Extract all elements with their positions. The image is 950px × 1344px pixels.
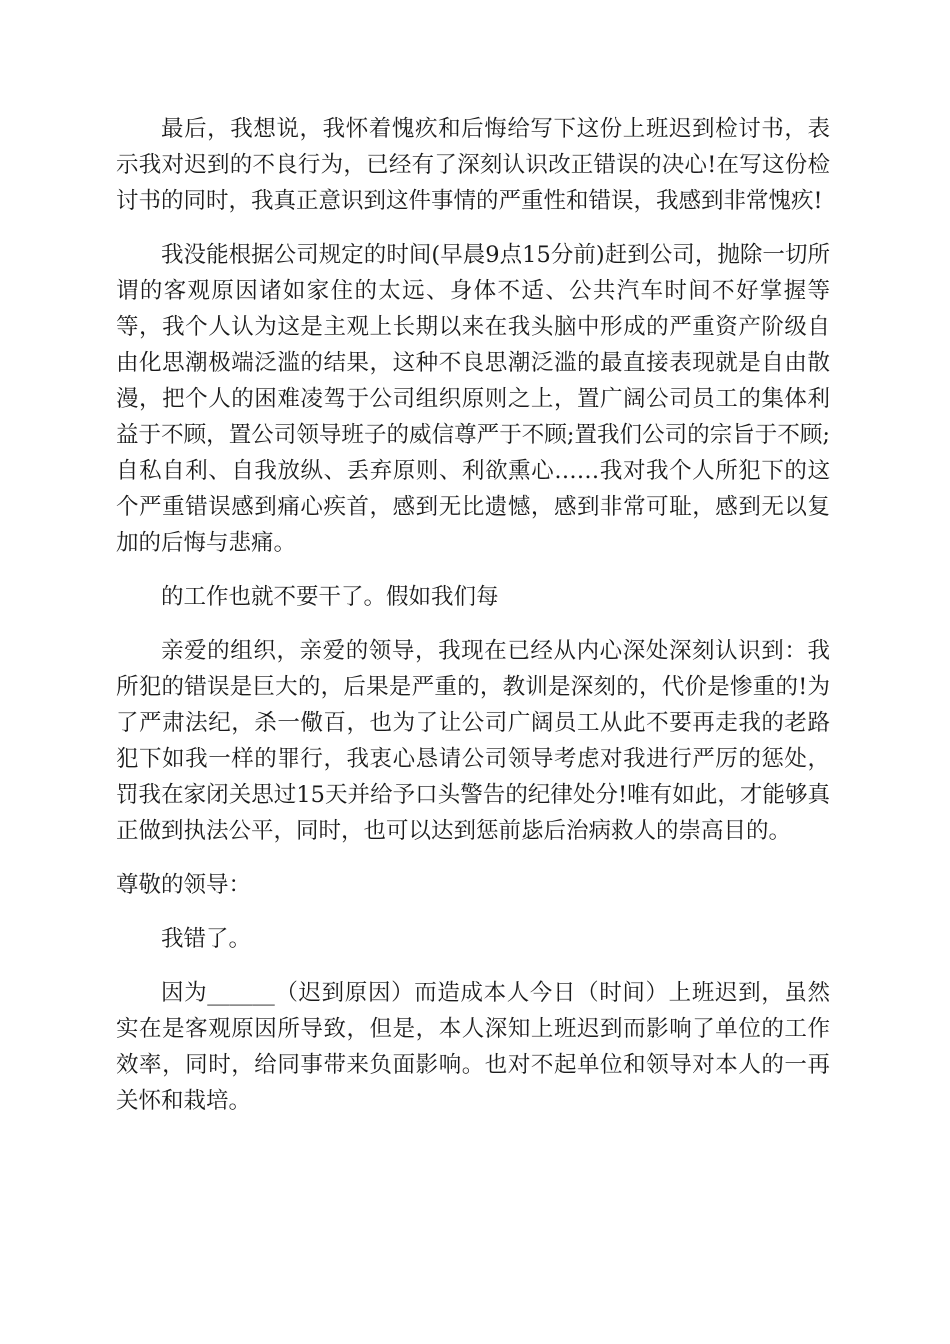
salutation: 尊敬的领导： [116, 872, 252, 898]
paragraph-request: 亲爱的组织，亲爱的领导，我现在已经从内心深处深刻认识到：我所犯的错误是巨大的，后果是严重的，教训是深刻的，代价是惨重的!为了严肃法纪，杀一儆百，也为了让公司广阔员工从此不要再走我的老路犯下如我一样的罪行，我衷心恳请公司领导考虑对我进行严厉的惩处，罚我在家闭关思过15天并给予口头警告的纪律处分!唯有如此，才能够真正做到执法公平，同时，也可以达到惩前毖后治病救人的崇高目的。 [116, 638, 830, 844]
paragraph-conclusion: 最后，我想说，我怀着愧疚和后悔给写下这份上班迟到检讨书，表示我对迟到的不良行为，已经有了深刻认识改正错误的决心!在写这份检讨书的同时，我真正意识到这件事情的严重性和错误，我感到非常愧疚! [116, 116, 830, 214]
paragraph-admission: 我错了。 [161, 926, 252, 952]
document-body [116, 111, 830, 1137]
paragraph-reason: 我没能根据公司规定的时间(早晨9点15分前)赶到公司，抛除一切所谓的客观原因诸如家住的太远、身体不适、公共汽车时间不好掌握等等，我个人认为这是主观上长期以来在我头脑中形成的严重资产阶级自由化思潮极端泛滥的结果，这种不良思潮泛滥的最直接表现就是自由散漫，把个人的困难凌驾于公司组织原则之上，置广阔公司员工的集体利益于不顾，置公司领导班子的威信尊严于不顾;置我们公司的宗旨于不顾;自私自利、自我放纵、丢弃原则、利欲熏心……我对我个人所犯下的这个严重错误感到痛心疾首，感到无比遗憾，感到非常可耻，感到无以复加的后悔与悲痛。 [116, 242, 830, 556]
paragraph-fragment: 的工作也就不要干了。假如我们每 [161, 584, 499, 610]
paragraph-cause: 因为______（迟到原因）而造成本人今日（时间）上班迟到，虽然实在是客观原因所导致，但是，本人深知上班迟到而影响了单位的工作效率，同时，给同事带来负面影响。也对不起单位和领导对本人的一再关怀和栽培。 [116, 980, 830, 1114]
